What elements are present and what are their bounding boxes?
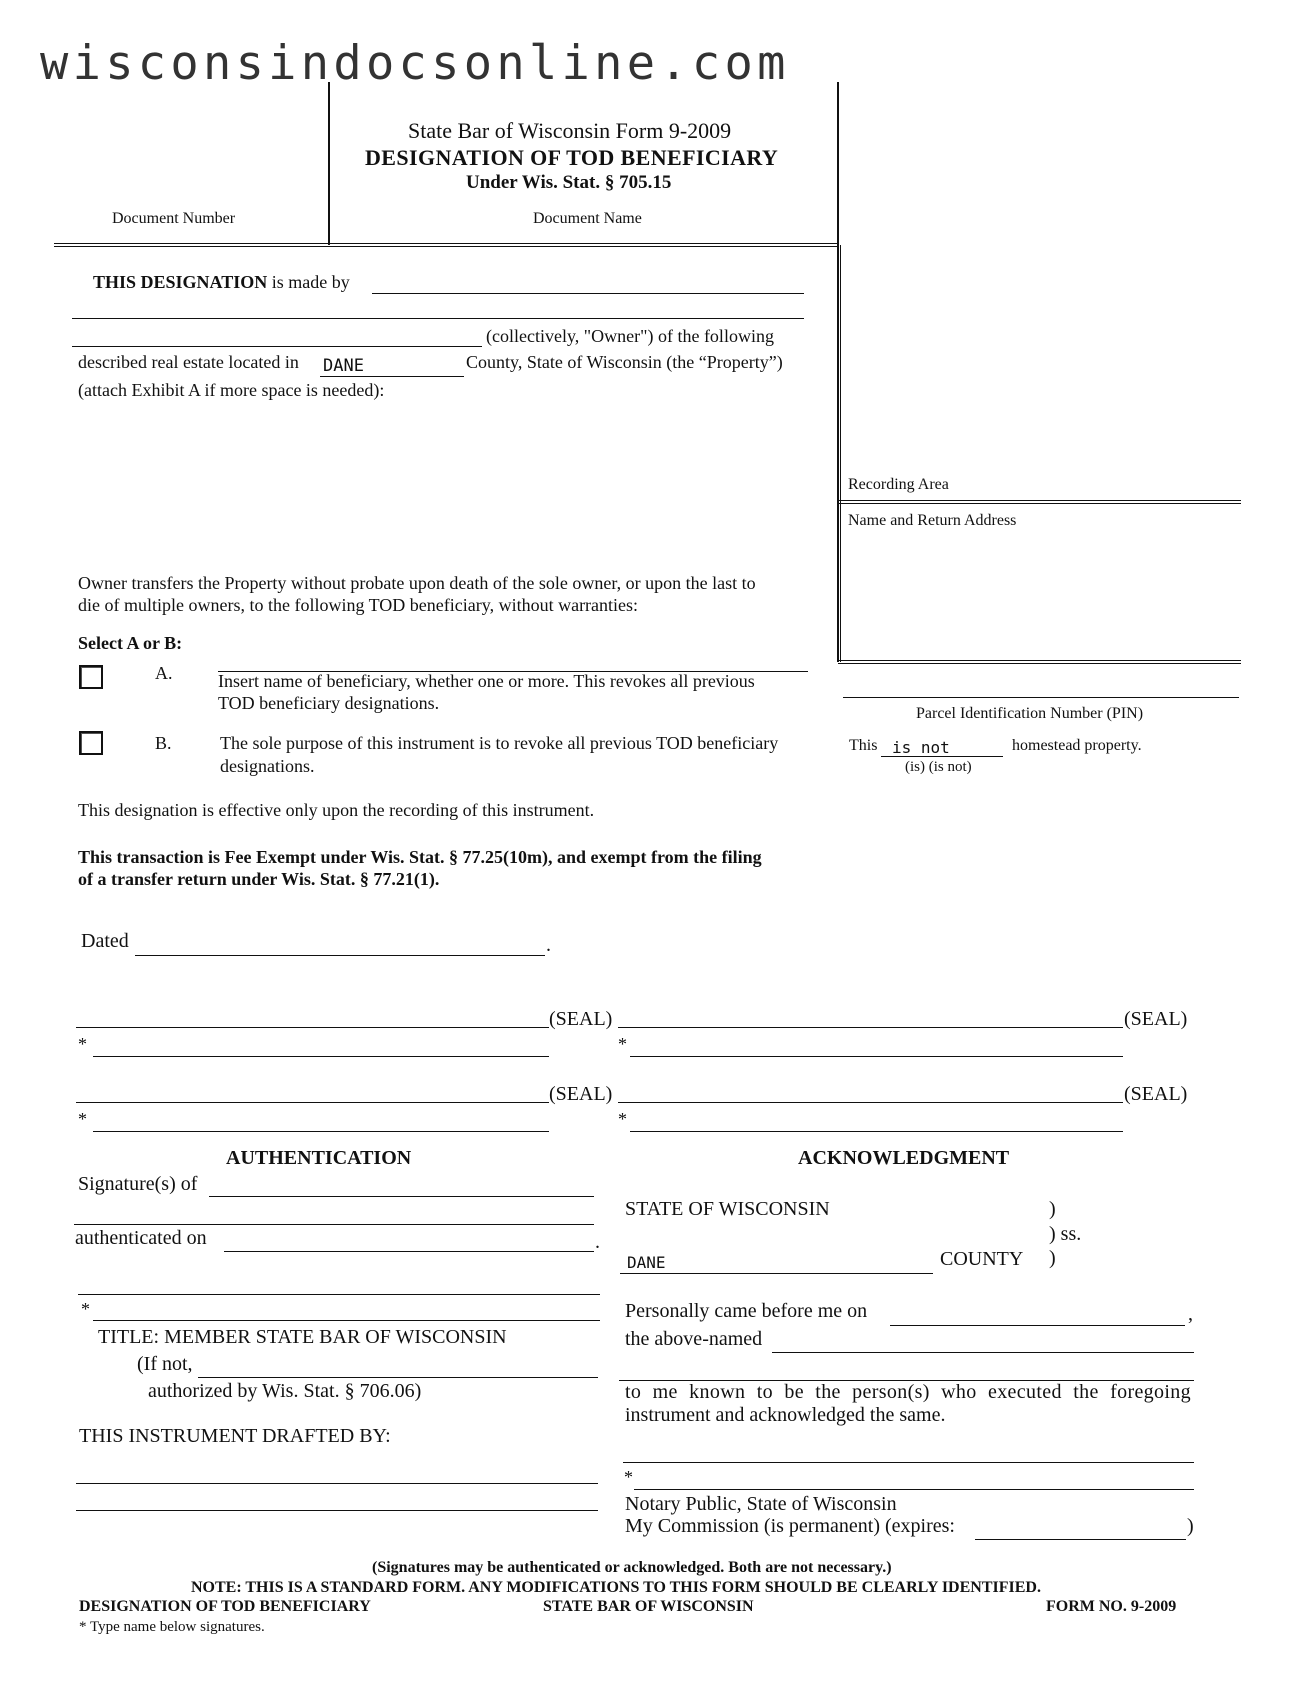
notary-public-label: Notary Public, State of Wisconsin — [625, 1493, 897, 1515]
option-b-text-line-2: designations. — [220, 756, 315, 776]
seal-label-4: (SEAL) — [1124, 1083, 1188, 1105]
if-not-label: (If not, — [137, 1353, 193, 1375]
dated-label: Dated — [81, 930, 129, 952]
authenticator-name-line[interactable] — [93, 1320, 600, 1321]
owner-name-field-2[interactable] — [72, 318, 804, 319]
footer-right: FORM NO. 9-2009 — [1046, 1598, 1177, 1615]
asterisk-2: * — [618, 1034, 627, 1054]
pin-label: Parcel Identification Number (PIN) — [916, 705, 1144, 722]
owner-name-field-1[interactable] — [372, 293, 804, 294]
option-b-letter: B. — [155, 733, 172, 753]
commission-label: My Commission (is permanent) (expires: — [625, 1515, 955, 1537]
located-text: described real estate located in — [78, 352, 299, 372]
owner-collective-text: (collectively, "Owner") of the following — [486, 326, 774, 346]
came-before-comma: , — [1188, 1303, 1193, 1325]
state-of-wisconsin: STATE OF WISCONSIN — [625, 1198, 830, 1220]
homestead-field-line — [881, 756, 1003, 757]
homestead-options: (is) (is not) — [905, 759, 972, 775]
signatures-note: (Signatures may be authenticated or acknowledged. Both are not necessary.) — [372, 1559, 892, 1576]
signatures-of-label: Signature(s) of — [78, 1173, 198, 1195]
authenticated-period: . — [595, 1231, 600, 1253]
known-to-me-text — [625, 1381, 1191, 1427]
owner-name-field-3[interactable] — [72, 346, 482, 347]
document-name-label: Document Name — [533, 210, 642, 227]
form-number-line: State Bar of Wisconsin Form 9-2009 — [408, 118, 732, 143]
acknowledgment-heading: ACKNOWLEDGMENT — [798, 1147, 1010, 1169]
designation-made-by-text: is made by — [271, 272, 350, 292]
signature-line-2[interactable] — [618, 1027, 1123, 1028]
county-field-value[interactable]: DANE — [323, 356, 364, 376]
asterisk-notary: * — [624, 1467, 633, 1487]
if-not-field[interactable] — [198, 1377, 598, 1378]
return-address-bottom-rule — [838, 660, 1241, 664]
header-divider-left — [328, 82, 330, 245]
option-b-checkbox[interactable] — [79, 731, 103, 755]
statute-reference: Under Wis. Stat. § 705.15 — [466, 172, 672, 193]
option-a-text-line-1: Insert name of beneficiary, whether one or more. This revokes all previous — [218, 671, 755, 691]
asterisk-auth: * — [81, 1299, 90, 1319]
transfer-text-line-1: Owner transfers the Property without probate upon death of the sole owner, or upon the last to — [78, 573, 756, 593]
above-named-field[interactable] — [772, 1352, 1194, 1353]
acknowledgment-county-value[interactable]: DANE — [627, 1253, 666, 1272]
option-a-checkbox[interactable] — [79, 665, 103, 689]
exhibit-note: (attach Exhibit A if more space is needed): — [78, 380, 385, 400]
watermark: wisconsindocsonline.com — [40, 36, 790, 91]
county-field-line — [320, 376, 464, 377]
pin-field[interactable] — [843, 697, 1239, 698]
page-title: DESIGNATION OF TOD BENEFICIARY — [365, 145, 779, 170]
came-before-date-field[interactable] — [890, 1325, 1185, 1326]
recording-area-label: Recording Area — [848, 476, 949, 493]
signature-line-1[interactable] — [76, 1027, 549, 1028]
signatures-of-field-2[interactable] — [74, 1224, 594, 1225]
acknowledgment-county-label: COUNTY — [940, 1248, 1024, 1270]
designation-bold: THIS DESIGNATION — [93, 272, 268, 292]
recording-area-left-border — [837, 245, 841, 662]
dated-period: . — [546, 934, 551, 956]
type-name-note: * Type name below signatures. — [79, 1619, 265, 1635]
recording-area-rule — [838, 500, 1241, 504]
asterisk-3: * — [78, 1109, 87, 1129]
drafted-by-field-2[interactable] — [76, 1510, 598, 1511]
fee-exempt-line-1: This transaction is Fee Exempt under Wis. Stat. § 77.25(10m), and exempt from the filing — [78, 847, 762, 867]
footer-center: STATE BAR OF WISCONSIN — [543, 1598, 754, 1615]
option-a-letter: A. — [155, 663, 173, 683]
notary-signature-line[interactable] — [623, 1462, 1194, 1463]
seal-label-1: (SEAL) — [549, 1008, 613, 1030]
asterisk-4: * — [618, 1109, 627, 1129]
venue-paren-1: ) — [1049, 1198, 1056, 1220]
header-bottom-rule — [54, 243, 838, 247]
signature-line-4[interactable] — [618, 1102, 1123, 1103]
seal-label-3: (SEAL) — [549, 1083, 613, 1105]
fee-exempt-line-2: of a transfer return under Wis. Stat. § 77.21(1). — [78, 869, 440, 889]
document-number-label: Document Number — [112, 210, 236, 227]
commission-expires-field[interactable] — [975, 1539, 1186, 1540]
venue-ss: ) ss. — [1049, 1223, 1082, 1245]
name-return-address-label: Name and Return Address — [848, 512, 1017, 529]
typed-name-line-2[interactable] — [630, 1056, 1123, 1057]
venue-paren-3: ) — [1049, 1247, 1056, 1269]
asterisk-1: * — [78, 1034, 87, 1054]
select-a-or-b-label: Select A or B: — [78, 633, 183, 653]
drafted-by-field-1[interactable] — [76, 1483, 598, 1484]
authenticated-on-label: authenticated on — [75, 1227, 207, 1249]
footer-left: DESIGNATION OF TOD BENEFICIARY — [79, 1598, 371, 1615]
signature-line-3[interactable] — [76, 1102, 549, 1103]
effective-text: This designation is effective only upon the recording of this instrument. — [78, 800, 595, 820]
acknowledgment-county-line — [620, 1273, 933, 1274]
signatures-of-field[interactable] — [209, 1196, 594, 1197]
typed-name-line-3[interactable] — [93, 1131, 549, 1132]
notary-name-line[interactable] — [634, 1489, 1194, 1490]
authorized-by-text: authorized by Wis. Stat. § 706.06) — [148, 1380, 422, 1402]
homestead-value[interactable]: is not — [892, 738, 950, 757]
dated-field[interactable] — [135, 955, 545, 956]
above-named-label: the above-named — [625, 1328, 763, 1350]
seal-label-2: (SEAL) — [1124, 1008, 1188, 1030]
option-a-text-line-2: TOD beneficiary designations. — [218, 693, 440, 713]
homestead-suffix: homestead property. — [1012, 737, 1142, 754]
county-state-text: County, State of Wisconsin (the “Property”) — [466, 352, 783, 372]
typed-name-line-1[interactable] — [93, 1056, 549, 1057]
authenticator-title: TITLE: MEMBER STATE BAR OF WISCONSIN — [98, 1326, 507, 1348]
known-to-me-line-1: to me known to be the person(s) who executed the foregoing — [625, 1381, 1191, 1403]
homestead-prefix: This — [849, 737, 878, 754]
authenticated-on-field[interactable] — [224, 1251, 594, 1252]
option-b-text-line-1: The sole purpose of this instrument is to revoke all previous TOD beneficiary — [220, 733, 779, 753]
designation-made-by — [93, 272, 350, 293]
standard-form-note: NOTE: THIS IS A STANDARD FORM. ANY MODIFICATIONS TO THIS FORM SHOULD BE CLEARLY IDENTIFIED. — [191, 1579, 1041, 1596]
authentication-heading: AUTHENTICATION — [226, 1147, 412, 1169]
known-to-me-line-2: instrument and acknowledged the same. — [625, 1404, 946, 1426]
drafted-by-label: THIS INSTRUMENT DRAFTED BY: — [79, 1425, 391, 1447]
typed-name-line-4[interactable] — [630, 1131, 1123, 1132]
transfer-text-line-2: die of multiple owners, to the following TOD beneficiary, without warranties: — [78, 595, 639, 615]
commission-close-paren: ) — [1187, 1515, 1194, 1537]
authenticator-signature-line[interactable] — [78, 1294, 600, 1295]
came-before-label: Personally came before me on — [625, 1300, 868, 1322]
